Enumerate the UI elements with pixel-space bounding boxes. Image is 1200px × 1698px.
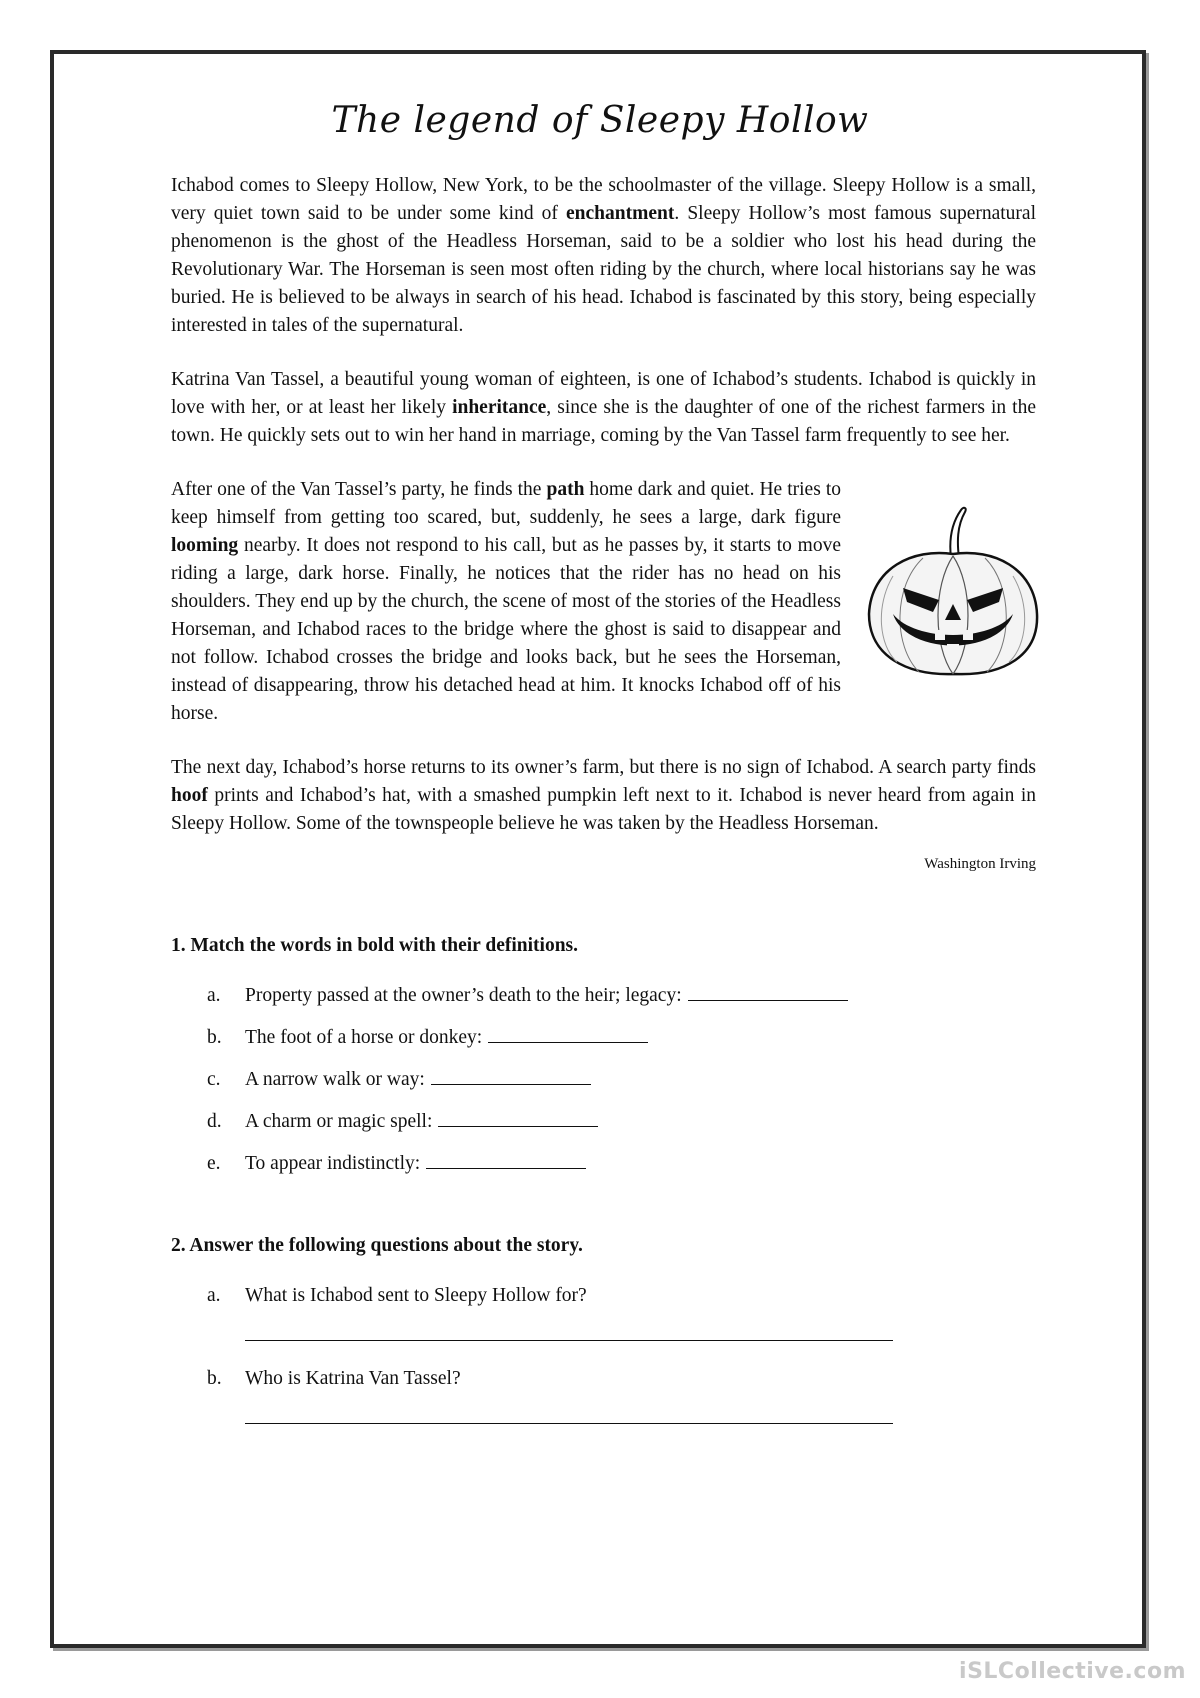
exercise-2-heading: 2. Answer the following questions about the story.: [171, 1235, 583, 1256]
story-paragraph-4: [171, 754, 1036, 838]
story-text: Ichabod comes to Sleepy Hollow, New York, to be the schoolmaster of the village. Sleepy Hollow is a small, very quiet town said to be under some kind of: [171, 175, 1036, 224]
answer-line[interactable]: [245, 1393, 893, 1424]
answer-line[interactable]: [245, 1310, 893, 1341]
question-text: Who is Katrina Van Tassel?: [245, 1368, 461, 1389]
story-text: , since she is the daughter of one of the richest farmers in the town. He quickly sets out to win her hand in marriage, coming by the Van Tassel farm frequently to see her.: [171, 397, 1037, 446]
author-credit: Washington Irving: [924, 856, 1036, 872]
item-letter: b.: [207, 1368, 222, 1389]
exercise-1-item: [171, 982, 1036, 1024]
item-letter: d.: [207, 1111, 222, 1132]
story-text: The next day, Ichabod’s horse returns to its owner’s farm, but there is no sign of Ichabod. A search party finds: [171, 757, 1036, 778]
bold-vocab-word: inheritance: [452, 397, 547, 418]
exercise-1-item: [171, 1150, 1036, 1192]
story-text: prints and Ichabod’s hat, with a smashed pumpkin left next to it. Ichabod is never heard from again in Sleepy Hollow. Some of the townspeople believe he was taken by the Headless Horseman.: [171, 785, 1036, 834]
jack-o-lantern-icon: [863, 496, 1043, 681]
exercise-1-heading: 1. Match the words in bold with their definitions.: [171, 935, 579, 956]
exercise-2-question: [171, 1282, 1036, 1310]
story-text: . Sleepy Hollow’s most famous supernatural phenomenon is the ghost of the Headless Horseman, said to be a soldier who lost his head during the Revolutionary War. The Horseman is seen most often riding by the church, where local historians say he was buried. He is believed to be always in search of his head. Ichabod is fascinated by this story, being especially interested in tales of the supernatural.: [171, 203, 1036, 336]
question-text: What is Ichabod sent to Sleepy Hollow for?: [245, 1285, 587, 1306]
bold-vocab-word: hoof: [171, 785, 208, 806]
story-paragraph-3: [171, 476, 841, 728]
answer-blank[interactable]: [488, 1024, 648, 1043]
page-title: The legend of Sleepy Hollow: [331, 100, 869, 141]
story-text: nearby. It does not respond to his call, but as he passes by, it starts to move riding a large, dark horse. Finally, he notices that the rider has no head on his shoulders. They end up by the church, the scene of most of the stories of the Headless Horseman, and Ichabod races to the bridge where the ghost is said to disappear and not follow. Ichabod crosses the bridge and looks back, but he sees the Horseman, instead of disappearing, throw his detached head at him. It knocks Ichabod off of his horse.: [171, 535, 841, 724]
site-watermark: iSLCollective.com: [959, 1659, 1186, 1684]
worksheet-content: [171, 172, 1036, 1448]
item-letter: c.: [207, 1069, 221, 1090]
item-letter: b.: [207, 1027, 222, 1048]
story-text: home dark and quiet. He tries to keep himself from getting too scared, but, suddenly, he sees a large, dark figure: [171, 479, 841, 528]
story-paragraph-1: [171, 172, 1036, 340]
exercise-2-section: [171, 1232, 1036, 1424]
item-definition: A narrow walk or way:: [245, 1069, 425, 1090]
item-definition: The foot of a horse or donkey:: [245, 1027, 483, 1048]
story-text: After one of the Van Tassel’s party, he finds the: [171, 479, 547, 500]
exercise-1-item: [171, 1066, 1036, 1108]
story-text: Katrina Van Tassel, a beautiful young woman of eighteen, is one of Ichabod’s students. Ichabod is quickly in love with her, or at least her likely: [171, 369, 1036, 418]
item-letter: e.: [207, 1153, 221, 1174]
answer-blank[interactable]: [426, 1150, 586, 1169]
item-letter: a.: [207, 1285, 221, 1306]
exercise-1-list: [171, 982, 1036, 1192]
exercise-1-item: [171, 1108, 1036, 1150]
story-paragraph-3-block: [171, 476, 1036, 728]
bold-vocab-word: path: [546, 479, 585, 500]
item-definition: Property passed at the owner’s death to the heir; legacy:: [245, 985, 682, 1006]
exercise-1-item: [171, 1024, 1036, 1066]
answer-blank[interactable]: [688, 982, 848, 1001]
exercise-2-question: [171, 1365, 1036, 1393]
item-letter: a.: [207, 985, 221, 1006]
bold-vocab-word: enchantment: [566, 203, 675, 224]
item-definition: A charm or magic spell:: [245, 1111, 433, 1132]
bold-vocab-word: looming: [171, 535, 239, 556]
answer-blank[interactable]: [438, 1108, 598, 1127]
story-paragraph-2: [171, 366, 1036, 450]
answer-blank[interactable]: [431, 1066, 591, 1085]
item-definition: To appear indistinctly:: [245, 1153, 421, 1174]
